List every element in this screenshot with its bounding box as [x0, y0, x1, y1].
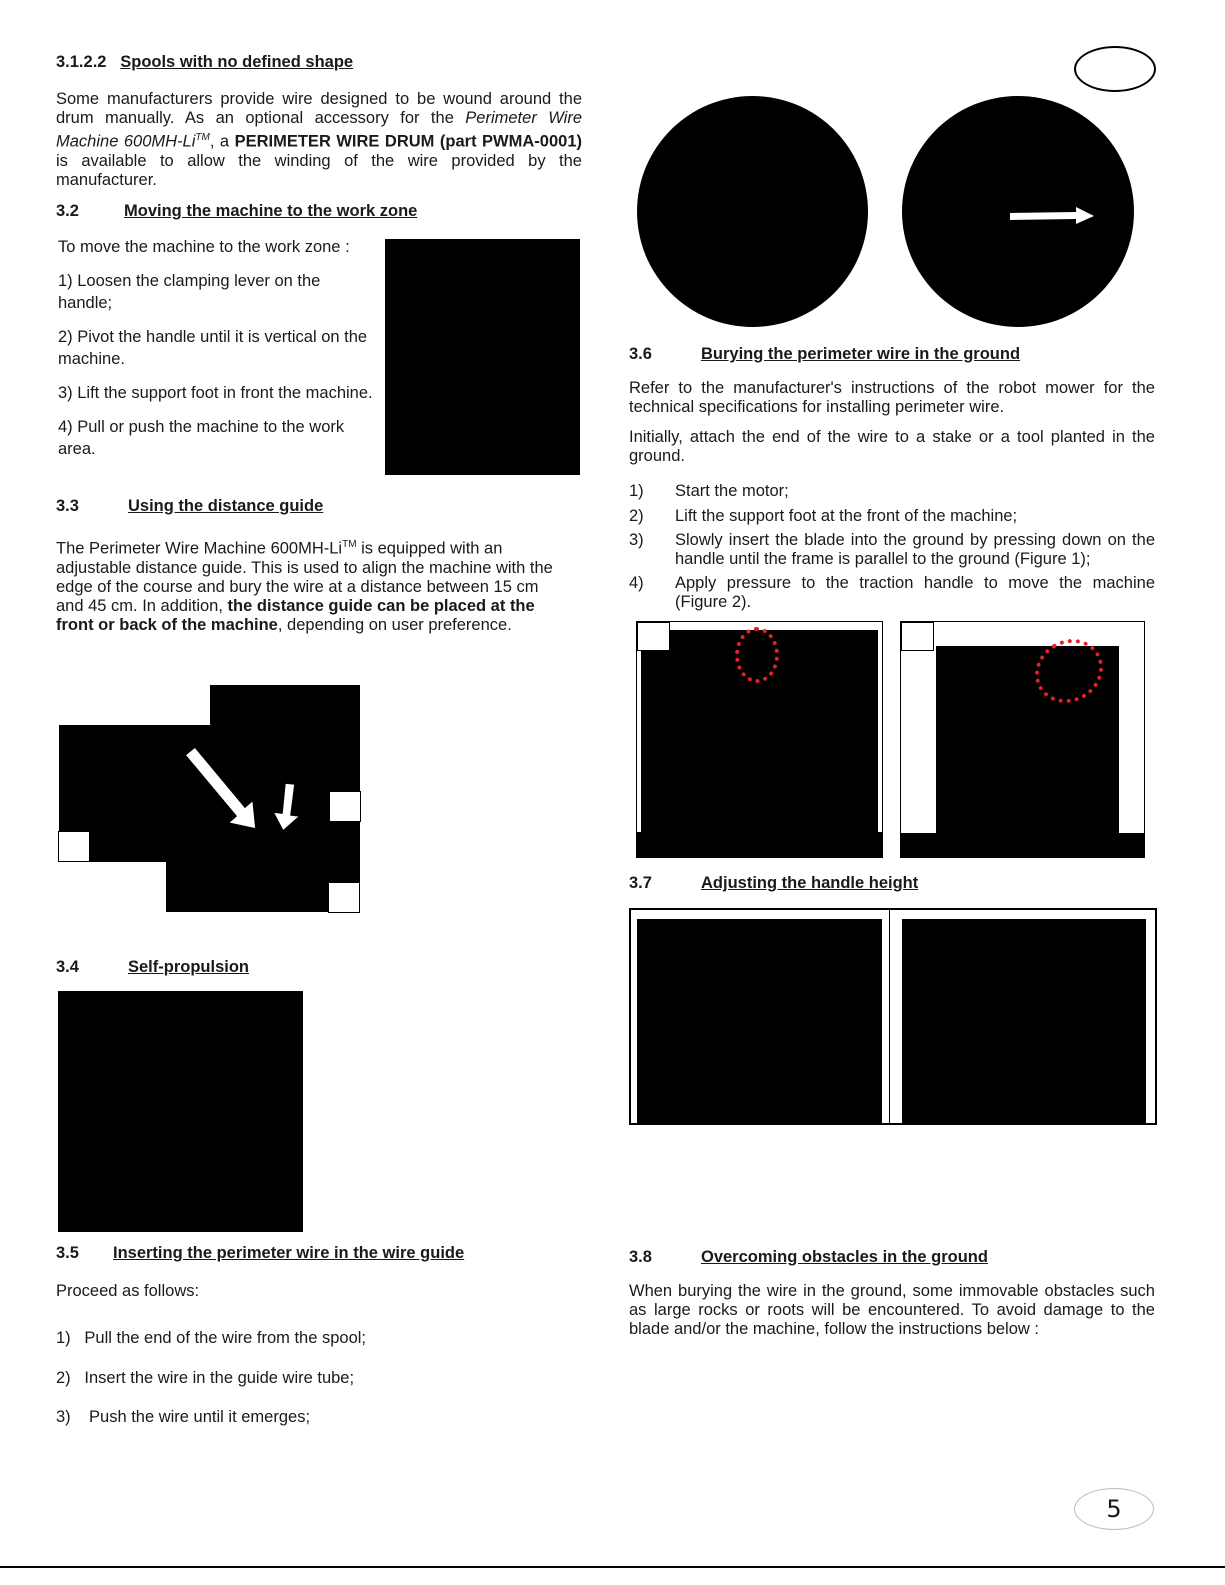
section-number: 3.8 [629, 1248, 652, 1266]
text-run: Some manufacturers provide wire designed to be wound around the drum manually. As an optional accessory for the [56, 90, 582, 127]
bottom-rule [0, 1566, 1225, 1568]
accessory-name: PERIMETER WIRE DRUM (part PWMA-0001) [234, 132, 582, 151]
section-number: 3.6 [629, 345, 652, 363]
section-heading-3-7 [629, 874, 918, 893]
section-title: Burying the perimeter wire in the ground [701, 345, 1021, 363]
step-number: 1) [629, 482, 644, 500]
section-heading-3-1-2-2 [56, 53, 353, 72]
figure-1-base [637, 832, 882, 857]
obstacles-paragraph: When burying the wire in the ground, some immovable obstacles such as large rocks or roots will be encountered. To avoid damage to the blade and/or the machine, follow the instructions below : [629, 1282, 1155, 1338]
self-propulsion-figure [58, 991, 303, 1232]
section-heading-3-8 [629, 1248, 988, 1267]
section-heading-3-5 [56, 1244, 464, 1263]
section-number: 3.5 [56, 1244, 79, 1262]
text-run: The Perimeter Wire Machine 600MH-Li [56, 539, 343, 558]
wire-guide-step-3: 3) Push the wire until it emerges; [56, 1408, 311, 1426]
handle-height-figure-frame [629, 908, 1157, 1125]
section-number: 3.7 [629, 874, 652, 892]
photo-label-box [329, 791, 361, 822]
section-title: Self-propulsion [128, 958, 249, 976]
detail-circle-figure-1 [637, 96, 868, 327]
trademark: TM [195, 132, 210, 143]
arrow-icon [170, 745, 310, 840]
step-text: Lift the support foot at the front of the machine; [675, 507, 1018, 525]
step-text: Slowly insert the blade into the ground by pressing down on the handle until the frame is parallel to the ground (Figure 1); [675, 531, 1155, 568]
product-name: Perimeter Wire Machine 600MH-Li [56, 109, 582, 151]
moving-machine-figure [385, 239, 580, 475]
step-number: 3) [629, 531, 644, 549]
wire-guide-step-1: 1) Pull the end of the wire from the spool; [56, 1329, 366, 1347]
figure-2-label-box [901, 622, 934, 651]
arrow-right-icon [1008, 206, 1098, 226]
section-number: 3.3 [56, 497, 79, 515]
burying-paragraph-2: Initially, attach the end of the wire to a stake or a tool planted in the ground. [629, 428, 1155, 465]
section-number: 3.1.2.2 [56, 53, 107, 71]
moving-intro: To move the machine to the work zone : [58, 238, 350, 256]
section-heading-3-6 [629, 345, 1020, 364]
paragraph-distance-guide [56, 535, 568, 635]
section-title: Spools with no defined shape [120, 53, 354, 71]
step-text: Start the motor; [675, 482, 789, 500]
text-run: is available to allow the winding of the wire provided by the manufacturer. [56, 151, 582, 189]
text-run: is equipped with an adjustable distance guide. This is used to align the machine with the edge of the course and bury the wire at a distance between 15 cm and 45 cm. In addition, [56, 539, 553, 615]
moving-step-2: 2) Pivot the handle until it is vertical on the machine. [58, 328, 368, 368]
text-run: , a [209, 132, 235, 151]
section-number: 3.2 [56, 202, 79, 220]
section-title: Inserting the perimeter wire in the wire guide [113, 1244, 465, 1262]
wire-guide-intro: Proceed as follows: [56, 1282, 200, 1300]
burying-step-2 [629, 507, 1155, 527]
handle-height-photo-1 [637, 919, 882, 1123]
page-number: 5 [1074, 1488, 1154, 1530]
photo-label-box [328, 882, 360, 913]
moving-step-3: 3) Lift the support foot in front the machine. [58, 384, 373, 402]
section-title: Using the distance guide [128, 497, 324, 515]
language-badge [1074, 46, 1156, 92]
figure-divider [889, 910, 890, 1123]
section-title: Moving the machine to the work zone [124, 202, 418, 220]
trademark: TM [342, 539, 357, 550]
handle-height-photo-2 [902, 919, 1146, 1123]
section-heading-3-2 [56, 202, 417, 221]
moving-step-4: 4) Pull or push the machine to the work area. [58, 418, 345, 458]
burying-step-4 [629, 574, 1155, 614]
burying-paragraph-1: Refer to the manufacturer's instructions of the robot mower for the technical specifications for installing perimeter wire. [629, 379, 1155, 416]
paragraph-drum-accessory [56, 90, 582, 190]
section-title: Overcoming obstacles in the ground [701, 1248, 988, 1266]
emphasis-text: the distance guide can be placed at the front or back of the machine [56, 596, 535, 634]
text-run: , depending on user preference. [277, 615, 512, 634]
highlight-circle-icon [735, 627, 779, 683]
figure-2-base [901, 833, 1144, 857]
step-text: Apply pressure to the traction handle to move the machine (Figure 2). [675, 574, 1155, 611]
section-heading-3-3 [56, 497, 323, 516]
step-number: 4) [629, 574, 644, 592]
section-heading-3-4 [56, 958, 249, 977]
section-number: 3.4 [56, 958, 79, 976]
moving-step-1: 1) Loosen the clamping lever on the handle; [58, 272, 321, 312]
photo-label-box [58, 831, 90, 862]
burying-step-3 [629, 531, 1155, 571]
step-number: 2) [629, 507, 644, 525]
figure-2-frame [900, 621, 1145, 858]
figure-1-label-box [637, 622, 670, 651]
section-title: Adjusting the handle height [701, 874, 919, 892]
wire-guide-step-2: 2) Insert the wire in the guide wire tube; [56, 1369, 355, 1387]
burying-step-1 [629, 482, 1155, 502]
moving-steps [58, 236, 378, 460]
